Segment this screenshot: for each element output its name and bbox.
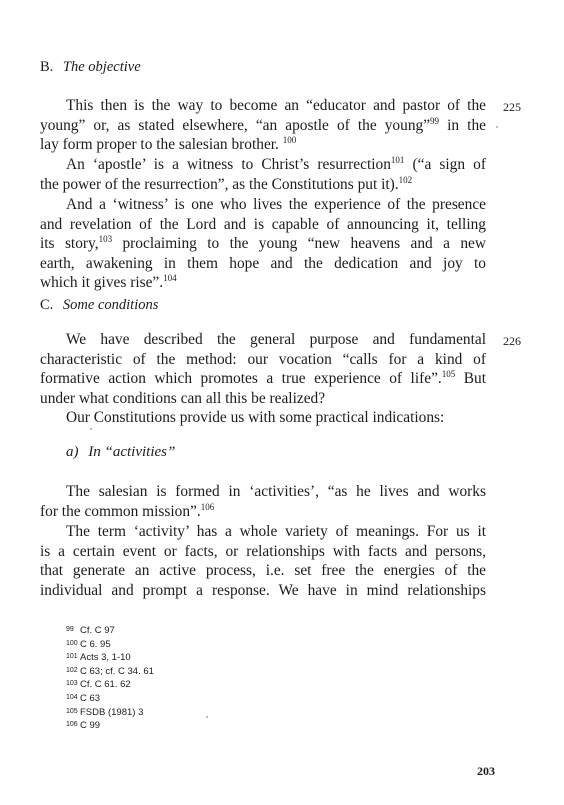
footnotes [66,624,154,733]
text-line: This then is the way to become an “educator and pastor of the [66,97,486,114]
footnote-ref: 103 [98,234,113,245]
text-line: which it gives rise”.$^{104}$ [40,273,177,292]
margin-number-225: 225 [503,100,521,114]
speck [90,428,92,430]
speck [206,716,208,718]
paragraph [40,155,486,194]
footnote: 102 C 63; cf. C 34. 61 [66,665,154,677]
footnote-ref: 99 [430,115,440,126]
section-label: B. [40,59,54,75]
text-line: lay form proper to the salesian brother. $^{100}$ [40,135,297,154]
section-heading-b [40,58,141,76]
footnote: 99 Cf. C 97 [66,625,115,636]
text-line: its story,$^{103}$ proclaiming to the young “new heavens and a new [40,234,486,253]
text-line: young” or, as stated elsewhere, “an apostle of the young”$^{99}$ in the [40,115,486,134]
text-line: And a ‘witness’ is one who lives the experience of the presence [66,196,486,213]
paragraph [40,482,486,521]
footnote: 103 Cf. C 61. 62 [66,679,131,691]
text-line: for the common mission”.$^{106}$ [40,501,215,520]
text-line: An ‘apostle’ is a witness to Christ’s resurrection$^{101}$ (“a sign of [66,155,486,173]
footnote-ref: 101 [390,155,405,165]
section-title: Some conditions [62,297,159,313]
footnote: 100 C 6. 95 [66,638,111,650]
text-line: The term ‘activity’ has a whole variety of meanings. For us it [66,523,486,540]
text-line: and revelation of the Lord and is capable of announcing it, telling [40,215,486,233]
footnote-ref: 106 [200,501,215,512]
footnote: 106 C 99 [66,720,101,732]
footnote-ref: 105 [441,369,456,380]
section-title: The objective [62,59,141,75]
text-line: Our Constitutions provide us with some practical indications: [66,409,445,427]
text-line: characteristic of the method: our vocation “calls for a kind of [40,350,486,368]
footnote-ref: 102 [398,174,413,185]
text-line: individual and prompt a response. We have in mind relationships [40,581,486,599]
text-line: We have described the general purpose and fundamental [66,331,486,348]
text-line: formative action which promotes a true experience of life”.$^{105}$ But [40,369,486,388]
subsection-heading-a [66,444,175,461]
footnote-ref: 100 [282,135,297,146]
paragraph [40,522,486,600]
footnote-ref: 104 [163,273,177,284]
text-line: the power of the resurrection”, as the Constitutions put it).$^{102}$ [40,174,413,193]
footnote: 104 C 63 [66,692,101,704]
paragraph [40,330,486,428]
text-line: under what conditions can all this be realized? [40,389,326,407]
subsection-label: a) [66,444,79,460]
text-line: that generate an active process, i.e. set free the energies of the [40,562,486,580]
subsection-title: In “activities” [88,444,176,460]
footnote: 101 Acts 3, 1-10 [66,652,131,664]
text-line: is a certain event or facts, or relationships with facts and persons, [40,542,486,560]
text-line: The salesian is formed in ‘activities’, “as he lives and works [66,483,486,500]
speck [496,126,498,128]
footnote: 105 FSDB (1981) 3 [66,706,144,718]
paragraph [40,195,486,293]
section-label: C. [40,297,54,313]
paragraph [40,96,486,155]
margin-number-226: 226 [503,334,521,348]
page-number: 203 [477,764,495,778]
section-heading-c [40,296,158,314]
text-line: earth, awakening in them hope and the dedication and joy to [40,254,486,272]
